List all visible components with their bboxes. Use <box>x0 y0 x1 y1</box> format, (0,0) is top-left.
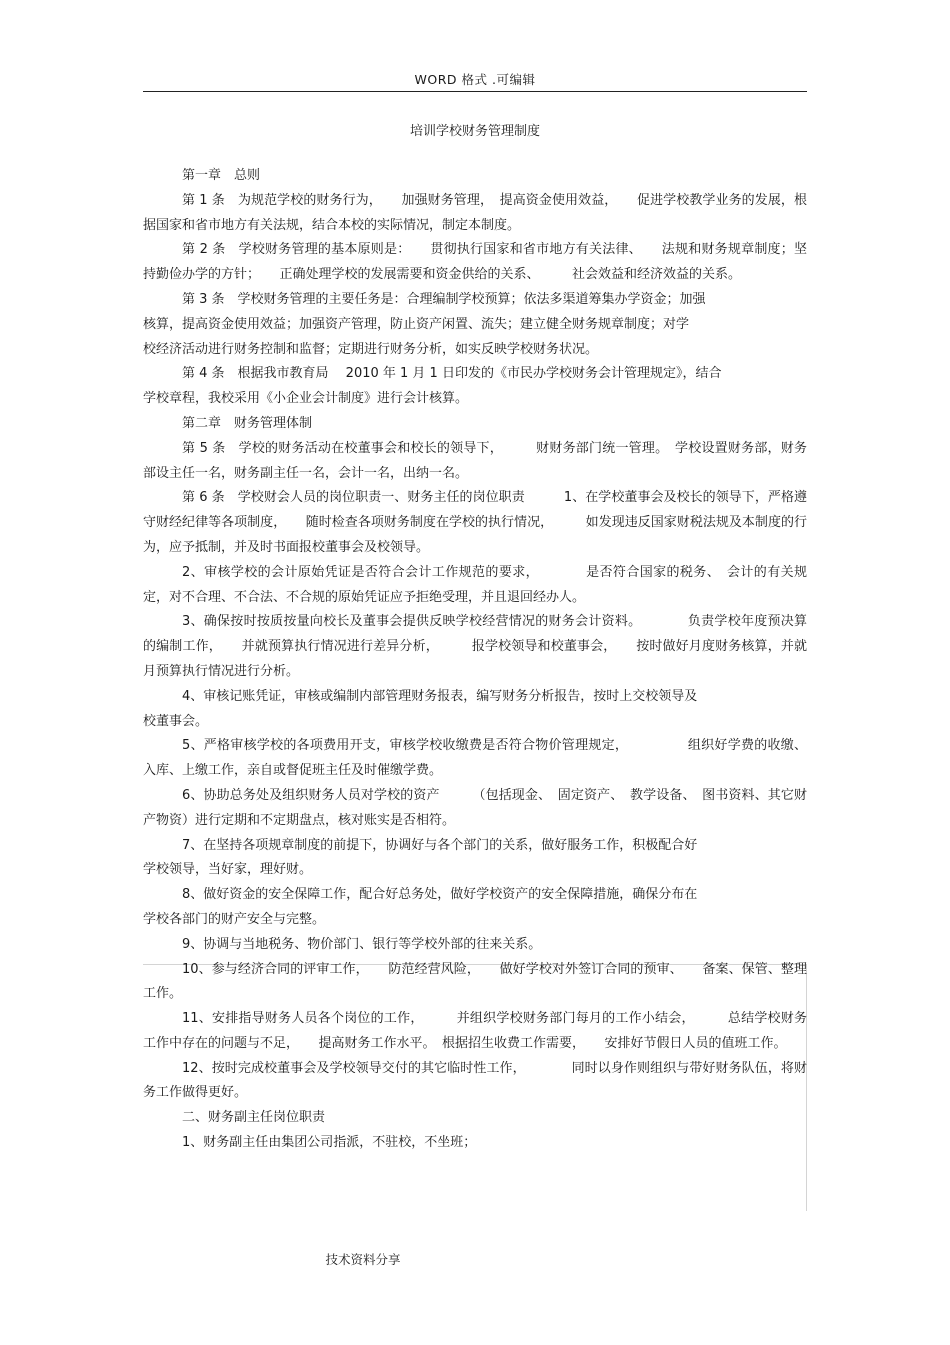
paragraph: 二、财务副主任岗位职责 <box>182 1110 326 1126</box>
paragraph: 6、协助总务处及组织财务人员对学校的资产 （包括现金、 固定资产、 教学设备、 图书资料、其它财产物资）进行定期和不定期盘点，核对账实是否相符。 <box>143 787 807 828</box>
paragraph: 9、协调与当地税务、物价部门、银行等学校外部的往来关系。 <box>182 936 542 952</box>
paragraph: 第 6 条 学校财会人员的岗位职责一、财务主任的岗位职责 1、在学校董事会及校长的领导下，严格遵守财经纪律等各项制度， 随时检查各项财务制度在学校的执行情况， 如发现违反国家财税法规及本制度的行为，应予抵制，并及时书面报校董事会及校领导。 <box>143 490 807 555</box>
paragraph: 第 3 条 学校财务管理的主要任务是：合理编制学校预算；依法多渠道筹集办学资金；加强 <box>182 291 706 307</box>
paragraph: 10、参与经济合同的评审工作， 防范经营风险， 做好学校对外签订合同的预审、 备案、保管、整理工作。 <box>143 961 807 1002</box>
paragraph: 第 5 条 学校的财务活动在校董事会和校长的领导下， 财财务部门统一管理。 学校设置财务部，财务部设主任一名，财务副主任一名，会计一名，出纳一名。 <box>143 440 807 481</box>
paragraph: 8、做好资金的安全保障工作，配合好总务处，做好学校资产的安全保障措施，确保分布在 <box>182 887 698 903</box>
paragraph: 校董事会。 <box>143 713 209 729</box>
paragraph: 4、审核记账凭证，审核或编制内部管理财务报表，编写财务分析报告，按时上交校领导及 <box>182 688 698 704</box>
page-header: WORD 格式 .可编辑 <box>414 72 536 87</box>
paragraph: 第一章 总则 <box>182 168 261 183</box>
paragraph: 2、审核学校的会计原始凭证是否符合会计工作规范的要求， 是否符合国家的税务、 会计的有关规定，对不合理、不合法、不合规的原始凭证应予拒绝受理，并且退回经办人。 <box>143 564 807 605</box>
paragraph: 第二章 财务管理体制 <box>182 415 313 431</box>
paragraph: 5、严格审核学校的各项费用开支，审核学校收缴费是否符合物价管理规定， 组织好学费的收缴、入库、上缴工作，亲自或督促班主任及时催缴学费。 <box>143 738 807 779</box>
header-divider <box>143 91 807 92</box>
paragraph: 1、财务副主任由集团公司指派，不驻校，不坐班； <box>182 1135 477 1151</box>
paragraph: 学校各部门的财产安全与完整。 <box>143 911 326 927</box>
paragraph: 12、按时完成校董事会及学校领导交付的其它临时性工作， 同时以身作则组织与带好财务队伍，将财务工作做得更好。 <box>143 1060 807 1101</box>
document-title: 培训学校财务管理制度 <box>409 124 540 139</box>
paragraph: 学校章程，我校采用《小企业会计制度》进行会计核算。 <box>143 391 469 407</box>
paragraph: 第 1 条 为规范学校的财务行为， 加强财务管理， 提高资金使用效益， 促进学校教学业务的发展，根据国家和省市地方有关法规，结合本校的实际情况，制定本制度。 <box>143 192 807 233</box>
paragraph: 11、安排指导财务人员各个岗位的工作， 并组织学校财务部门每月的工作小结会， 总结学校财务工作中存在的问题与不足， 提高财务工作水平。 根据招生收费工作需要， 安排好节假日人员的值班工作。 <box>143 1011 807 1051</box>
paragraph: 3、确保按时按质按量向校长及董事会提供反映学校经营情况的财务会计资料。 负责学校年度预决算的编制工作， 并就预算执行情况进行差异分析， 报学校领导和校董事会， 按时做好月度财务核算，并就月预算执行情况进行分析。 <box>143 614 807 679</box>
paragraph: 核算，提高资金使用效益；加强资产管理，防止资产闲置、流失；建立健全财务规章制度；对学 <box>143 316 690 332</box>
paragraph: 第 2 条 学校财务管理的基本原则是： 贯彻执行国家和省市地方有关法律、 法规和财务规章制度；坚持勤俭办学的方针； 正确处理学校的发展需要和资金供给的关系、 社会效益和经济效益的关系。 <box>143 242 807 283</box>
document-body <box>143 164 807 1156</box>
paragraph: 第 4 条 根据我市教育局 2010 年 1 月 1 日印发的《市民办学校财务会计管理规定》，结合 <box>182 366 722 382</box>
paragraph: 学校领导，当好家，理好财。 <box>143 862 313 878</box>
paragraph: 校经济活动进行财务控制和监督；定期进行财务分析，如实反映学校财务状况。 <box>143 341 599 357</box>
page-footer: 技术资料分享 <box>325 1252 401 1267</box>
paragraph: 7、在坚持各项规章制度的前提下，协调好与各个部门的关系，做好服务工作，积极配合好 <box>182 837 698 853</box>
